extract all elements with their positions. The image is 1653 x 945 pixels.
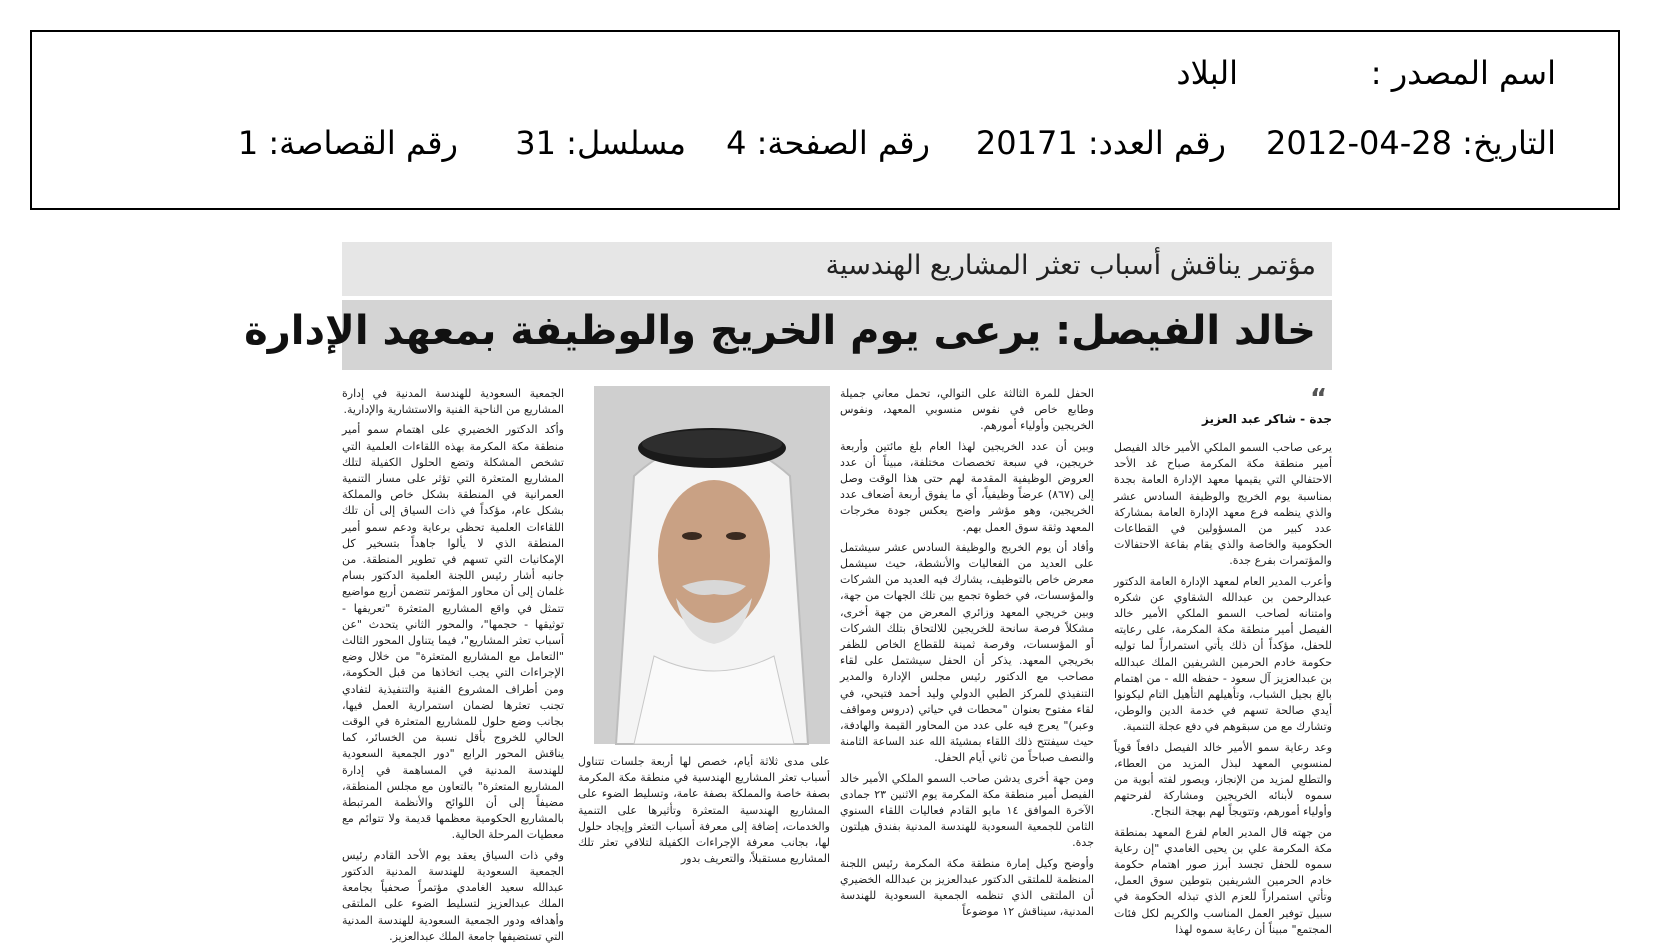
page-number-field: رقم الصفحة: 4 — [726, 124, 930, 162]
paragraph: يرعى صاحب السمو الملكي الأمير خالد الفيصل أمير منطقة مكة المكرمة صباح غد الأحد الاحتفالي التي يقيمها معهد الإدارة العامة بجدة بمناسبة يوم الخريج والوظيفة السادس عشر والذي ينظمه فرع معهد الإدارة العامة بمشاركة عدد كبير من المسؤولين في القطاعات الحكومية والخاصة والذي يقام بقاعة الاحتفالات والمؤتمرات بفرع جدة. — [1114, 441, 1332, 568]
paragraph: وفي ذات السياق يعقد يوم الأحد القادم رئيس الجمعية السعودية للهندسة المدنية الدكتور عبدالله سعيد الغامدي مؤتمراً صحفياً بجامعة الملك عبدالعزيز لتسليط الضوء على الملتقى وأهدافه ودور الجمعية السعودية للهندسة المدنية التي تستضيفها جامعة الملك عبدالعزيز. — [342, 848, 564, 943]
quote-mark: “ — [1310, 384, 1328, 414]
paragraph: وأوضح وكيل إمارة منطقة مكة المكرمة رئيس اللجنة المنظمة للملتقى الدكتور عبدالعزيز بن عبدالله الخضيري أن الملتقى الذي تنظمه الجمعية السعودية للهندسة المدنية، سيناقش ١٢ موضوعاً — [840, 856, 1094, 919]
headline-band — [244, 300, 1332, 370]
paragraph: وأفاد أن يوم الخريج والوظيفة السادس عشر سيشتمل على العديد من الفعاليات والأنشطة، حيث سيشمل معرض خاص بالتوظيف، يشارك فيه العديد من الشركات والمؤسسات، في خطوة تجمع بين تلك الجهات من جهة، وبين خريجي المعهد وزائري المعرض من جهة أخرى، مشكلاً فرصة سانحة للخريجين للالتحاق بتلك الشركات أو المؤسسات، وفرصة ثمينة للقطاع الخاص للظفر بخريجي المعهد. يذكر أن الحفل سيشتمل على لقاء مصاحب مع الدكتور رئيس مجلس الإدارة والمدير التنفيذي للمركز الطبي الدولي وليد أحمد فتيحي، في لقاء مفتوح بعنوان "محطات في حياتي (دروس ومواقف وعبر)" يعرج فيه على عدد من المحاور القيمة والهادفة، حيث سيفتتح ذلك اللقاء بمشيئة الله عند الساعة الثامنة والنصف صباحاً من ثاني أيام الحفل. — [840, 540, 1094, 765]
paragraph: الجمعية السعودية للهندسة المدنية في إدارة المشاريع من الناحية الفنية والاستشارية والإدارية. — [342, 387, 564, 417]
portrait-illustration — [594, 386, 830, 744]
paragraph: وأعرب المدير العام لمعهد الإدارة العامة الدكتور عبدالرحمن بن عبدالله الشقاوي عن شكره وامتنانه لصاحب السمو الملكي الأمير خالد الفيصل أمير منطقة مكة المكرمة، على رعايته للحفل، مؤكداً أن ذلك يأتي استمراراً لما توليه حكومة خادم الحرمين الشريفين الملك عبدالله بن عبدالعزيز آل سعود - حفظه الله - من اهتمام بالغ بجيل الشباب، وتأهيلهم التأهيل التام ليكونوا أيدي صالحة تسهم في خدمة الدين والوطن، وتشارك مع من سبقوهم في دفع عجلة التنمية. — [1114, 574, 1332, 734]
paragraph: على مدى ثلاثة أيام، خصص لها أربعة جلسات تتناول أسباب تعثر المشاريع الهندسية في منطقة مكة المكرمة بصفة خاصة والمملكة بصفة عامة، وتسليط الضوء على المشاريع الهندسية المتعثرة وتأثيرها على التنمية والخدمات، إضافة إلى معرفة أسباب التعثر وإيجاد حلول لها، بجانب معرفة الإجراءات الكفيلة لتلافي تعثر تلك المشاريع مستقبلاً، والتعريف بدور — [578, 755, 830, 866]
portrait-photo — [594, 386, 830, 744]
source-info-box — [30, 30, 1620, 210]
newspaper-clipping — [244, 242, 1332, 943]
issue-number-field: رقم العدد: 20171 — [975, 124, 1226, 162]
article-column-2 — [840, 386, 1094, 919]
date-field: التاريخ: 28-04-2012 — [1266, 124, 1556, 162]
paragraph: وبين أن عدد الخريجين لهذا العام بلغ مائتين وأربعة خريجين، في سبعة تخصصات مختلفة، مبيناً أن عدد العروض الوظيفية المقدمة لهم حتى هذا الوقت وصل إلى (٨٦٧) عرضاً وظيفياً، أي ما يفوق أربعة أضعاف عدد الخريجين، وهو مؤشر واضح يعكس جودة مخرجات المعهد وثقة سوق العمل بهم. — [840, 439, 1094, 534]
source-label: اسم المصدر : — [1370, 54, 1556, 92]
article-column-1 — [1114, 440, 1332, 936]
article-column-under-photo — [578, 754, 830, 872]
article-kicker: مؤتمر يناقش أسباب تعثر المشاريع الهندسية — [825, 250, 1316, 281]
paragraph: من جهته قال المدير العام لفرع المعهد بمنطقة مكة المكرمة علي بن يحيى الغامدي "إن رعاية سموه للحفل تجسد أبرز صور اهتمام حكومة خادم الحرمين الشريفين بتوطين سوق العمل، وتأتي استمراراً للعزم الذي تبذله الحكومة في سبيل توفير العمل المناسب والكريم لكل فئات المجتمع" مبيناً أن رعاية سموه لهذا — [1114, 825, 1332, 936]
article-byline: جدة - شاكر عبد العزيز — [1202, 412, 1332, 426]
clip-number-field: رقم القصاصة: 1 — [237, 124, 458, 162]
article-headline: خالد الفيصل: يرعى يوم الخريج والوظيفة بمعهد الإدارة — [244, 308, 1316, 354]
paragraph: وأكد الدكتور الخضيري على اهتمام سمو أمير منطقة مكة المكرمة بهذه اللقاءات العلمية التي تشخص المشكلة وتضع الحلول الكفيلة لتلك المشاريع المتعثرة التي تؤثر على مسار التنمية العمرانية في المنطقة بشكل خاص والمملكة بشكل عام، مؤكداً في ذات السياق إلى أن تلك اللقاءات العلمية تحظى برعاية ودعم سمو أمير المنطقة الذي لا يألوا جاهداً بتسخير كل الإمكانيات التي تسهم في تطوير المنطقة. من جانبه أشار رئيس اللجنة العلمية الدكتور بسام غلمان إلى أن محاور المؤتمر تتضمن أربع مواضيع تتمثل في واقع المشاريع المتعثرة "تعريفها - توثيقها - حجمها"، والمحور الثاني يتحدث "عن أسباب تعثر المشاريع"، فيما يتناول المحور الثالث "التعامل مع المشاريع المتعثرة" من خلال وضع الإجراءات التي يجب اتخاذها من قبل الحكومة، ومن أطراف المشروع الفنية والتنفيذية لتفادي تجنب تعثرها لضمان استمرارية العمل فيها، بجانب وضع حلول للمشاريع المتعثرة في الوقت الحالي للخروج بأقل نسبة من الخسائر، كما يناقش المحور الرابع "دور الجمعية السعودية للهندسة المدنية في المساهمة في إدارة المشاريع المتعثرة" بالتعاون مع مجلس المنطقة، مضيفاً إلى أن اللوائح والأنظمة المرتبطة بالمشاريع الحكومية معظمها قديمة ولا تتوائم مع معطيات المرحلة الحالية. — [342, 423, 564, 842]
paragraph: وعد رعاية سمو الأمير خالد الفيصل دافعاً قوياً لمنسوبي المعهد لبذل المزيد من العطاء، والتطلع لمزيد من الإنجاز، ويصور لفته أبوية من سموه لأبنائه الخريجين ومشاركة لفرحتهم وأولياء أمورهم، وتتويجاً لهم بهجة النجاح. — [1114, 740, 1332, 819]
kicker-band — [342, 242, 1332, 296]
serial-field: مسلسل: 31 — [515, 124, 686, 162]
paragraph: الحفل للمرة الثالثة على التوالي، تحمل معاني جميلة وطابع خاص في نفوس منسوبي المعهد، ونفوس الخريجين وأولياء أمورهم. — [840, 387, 1094, 433]
paragraph: ومن جهة أخرى يدشن صاحب السمو الملكي الأمير خالد الفيصل أمير منطقة مكة المكرمة يوم الاثنين ٢٣ جمادى الآخرة الموافق ١٤ مايو القادم فعاليات اللقاء السنوي الثامن للجمعية السعودية للهندسة المدنية بفندق هيلتون جدة. — [840, 771, 1094, 850]
article-column-3 — [342, 386, 564, 943]
source-value: البلاد — [1176, 54, 1238, 92]
